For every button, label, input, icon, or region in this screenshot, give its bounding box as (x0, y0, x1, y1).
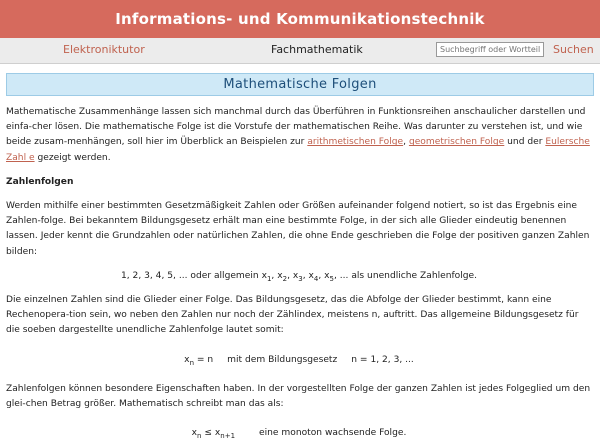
link-geometrische-folge[interactable]: geometrischen Folge (408, 137, 505, 148)
section-heading: Zahlenfolgen (6, 176, 74, 187)
search-input[interactable] (436, 42, 544, 57)
nav-link-elektroniktutor[interactable]: Elektroniktutor (63, 43, 145, 56)
paragraph-bildungsgesetz: Die einzelnen Zahlen sind die Glieder einer Folge. Das Bildungsgesetz, das die Abfolge der Glieder bestimmt, kann eine Rechenopera-tion sein, wo neben den Zahlen nur noch der Zählindex, meistens n, auftritt. Das allgemeine Bildungsgesetz für die soeben dargestellte unendliche Zahlenfolge lautet somit: (6, 295, 579, 336)
equation-bildungsgesetz: $x_n = n$ mit dem Bildungsgesetz n = 1, 2, 3, ... (184, 354, 414, 367)
page-title: Mathematische Folgen (223, 77, 377, 92)
intro-text: , (403, 137, 409, 148)
intro-text: Mathematische Zusammenhänge lassen sich manchmal durch das Überführen in Funktionsreihen anschaulicher darstellen und einfa-cher lösen. Die mathematische Folge ist die Vorstufe der mathematischen Reihe. Was darunter zu verstehen ist, und wie beide zusam-menhängen, soll hier im Überblick an Beispielen zur (6, 107, 586, 148)
page-title-banner (6, 73, 594, 96)
equation-sequence: 1, 2, 3, 4, 5, ... oder allgemein $x_1$, $x_2$, $x_3$, $x_4$, $x_5$, ... als unendliche Zahlenfolge. (120, 270, 478, 283)
intro-text: und der (504, 137, 546, 148)
intro-paragraph (6, 105, 592, 166)
site-title: Informations- und Kommunikationstechnik (115, 10, 485, 28)
link-eulersche-zahl[interactable]: Eulersche Zahl e (6, 137, 590, 163)
paragraph-zahlenfolgen: Werden mithilfe einer bestimmten Gesetzmäßigkeit Zahlen oder Größen aufeinander folgend notiert, so ist das Ergebnis eine Zahlen-folge. Bei bekanntem Bildungsgesetz erhält man eine bestimmte Folge, in der sich alle Glieder eindeutig benennen lassen. Jeder kennt die Grundzahlen oder natürlichen Zahlen, die ohne Ende geschrieben die Folge der positiven ganzen Zahlen bilden: (6, 201, 590, 257)
equation-monoton: $x_n \le x_{n+1}$ eine monoton wachsende Folge. (191, 428, 407, 441)
link-arithmetische-folge[interactable]: arithmetischen Folge (307, 137, 404, 148)
site-header (0, 0, 600, 38)
intro-text: gezeigt werden. (34, 152, 111, 163)
paragraph-eigenschaften: Zahlenfolgen können besondere Eigenschaften haben. In der vorgestellten Folge der ganzen Zahlen ist jedes Folgeglied um den glei-chen Betrag größer. Mathematisch schreibt man das als: (6, 383, 591, 410)
nav-section-label: Fachmathematik (271, 43, 363, 56)
article-content (0, 105, 600, 441)
search-button[interactable]: Suchen (553, 43, 594, 56)
nav-bar (0, 38, 600, 64)
